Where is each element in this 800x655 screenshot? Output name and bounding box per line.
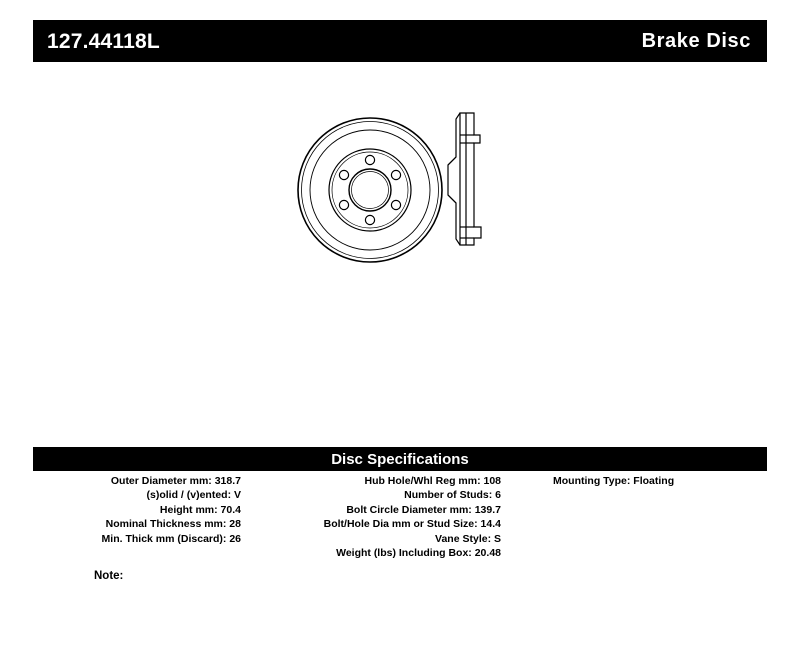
specs-column-right xyxy=(553,474,767,488)
brake-disc-face-drawing xyxy=(298,118,442,262)
spec-item: (s)olid / (v)ented: V xyxy=(146,489,241,502)
specifications-table xyxy=(33,474,767,584)
disc-specifications-title: Disc Specifications xyxy=(331,450,469,468)
spec-item: Number of Studs: 6 xyxy=(404,489,501,502)
spec-item: Hub Hole/Whl Reg mm: 108 xyxy=(364,475,501,487)
spec-item: Mounting Type: Floating xyxy=(553,475,675,487)
spec-item: Vane Style: S xyxy=(435,532,501,545)
header-bar xyxy=(33,20,767,62)
disc-specifications-title-bar xyxy=(33,447,767,471)
part-number: 127.44118L xyxy=(47,29,160,53)
spec-item: Outer Diameter mm: 318.7 xyxy=(110,475,241,487)
spec-item: Nominal Thickness mm: 28 xyxy=(105,518,241,531)
note-label: Note: xyxy=(94,570,124,582)
specs-column-left xyxy=(33,474,241,546)
brake-disc-cross-section-drawing xyxy=(448,113,481,245)
product-type-label: Brake Disc xyxy=(641,30,751,52)
spec-item: Bolt Circle Diameter mm: 139.7 xyxy=(346,503,501,516)
product-drawing xyxy=(250,95,550,285)
spec-item: Weight (lbs) Including Box: 20.48 xyxy=(336,547,501,560)
specs-column-middle xyxy=(255,474,501,560)
spec-item: Min. Thick mm (Discard): 26 xyxy=(101,532,241,545)
spec-item: Bolt/Hole Dia mm or Stud Size: 14.4 xyxy=(323,518,501,531)
spec-item: Height mm: 70.4 xyxy=(159,503,241,516)
